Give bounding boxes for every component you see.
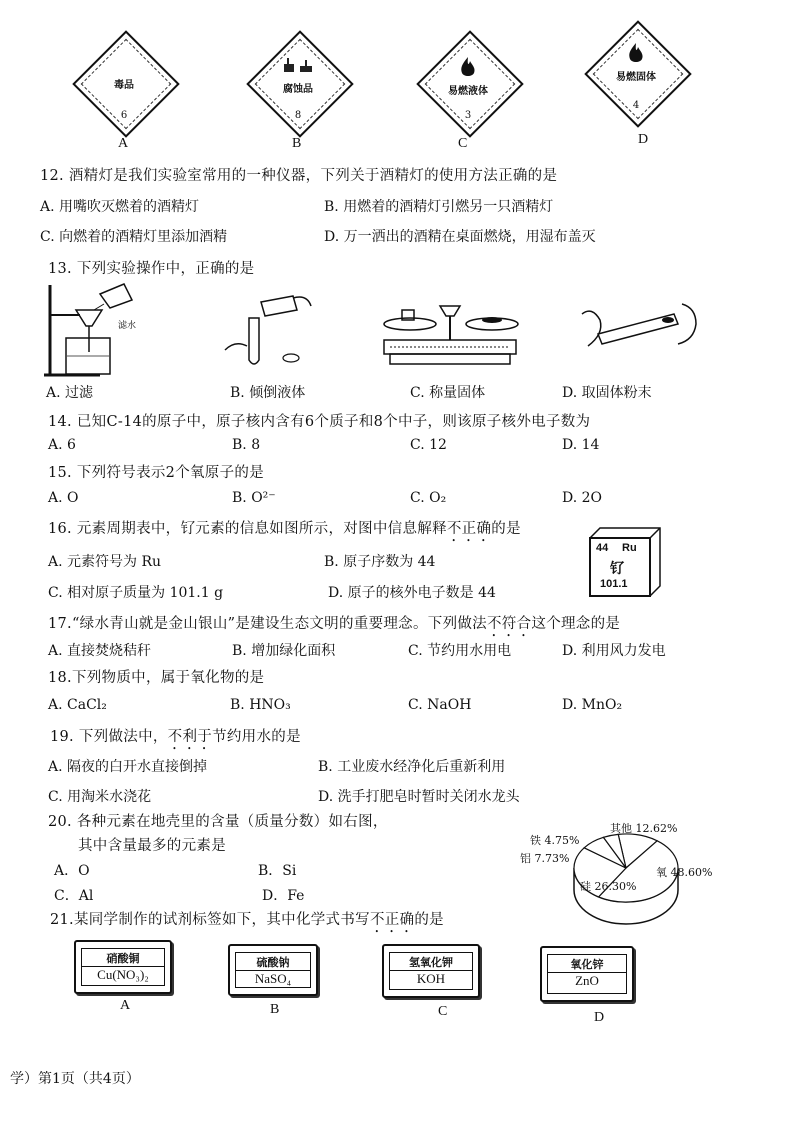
hazard-sign-b [246,30,350,134]
q13-stem: 13. 下列实验操作中，正确的是 [48,261,255,277]
reagent-label-a-formula: Cu(NO₃)₂ [82,966,164,983]
q14-option-d: D. 14 [562,437,600,453]
q16-option-d: D. 原子的核外电子数是 44 [328,585,496,601]
q13-option-a: A. 过滤 [46,385,94,401]
hazard-sign-d-text: 易燃固体 [616,72,656,83]
q17-option-a: A. 直接焚烧秸秆 [48,643,152,659]
q19-stem-emphasis: 不利于 [167,729,213,745]
q19-stem-post: 节约用水的是 [212,729,301,745]
periodic-cell-name: 钌 [610,561,624,577]
reagent-label-c-name: 氢氧化钾 [409,956,453,969]
q12-option-a: A. 用嘴吹灭燃着的酒精灯 [40,199,200,215]
hazard-sign-b-num: 8 [294,110,302,121]
hazard-sign-c-num: 3 [464,110,472,121]
reagent-label-c [382,944,480,998]
q12-option-c: C. 向燃着的酒精灯里添加酒精 [40,229,228,245]
reagent-letter-d: D [594,1010,605,1025]
q17-option-d: D. 利用风力发电 [562,643,666,659]
q15-option-c: C. O₂ [410,490,447,506]
corrosion-icon [282,58,314,74]
q16-stem [48,517,521,545]
q17-option-c: C. 节约用水用电 [408,643,512,659]
q21-stem-pre: 21.某同学制作的试剂标签如下，其中化学式书写 [50,912,370,928]
hazard-sign-c [416,30,520,134]
hazard-sign-a [72,30,176,134]
pie-label-氧: 氧 48.60% [656,866,713,879]
hazard-sign-d [584,20,688,124]
reagent-letter-c: C [438,1004,448,1019]
hazard-letter-a: A [118,136,129,151]
q14-option-b: B. 8 [232,437,261,453]
reagent-letter-a: A [120,998,131,1013]
q19-option-b: B. 工业废水经净化后重新利用 [318,759,506,775]
q18-option-a: A. CaCl₂ [48,697,107,713]
powder-sampling-illustration [578,294,702,364]
q21-stem [50,908,444,936]
q12-stem: 12. 酒精灯是我们实验室常用的一种仪器，下列关于酒精灯的使用方法正确的是 [40,168,558,184]
crust-elements-pie-chart [508,808,728,932]
q17-option-b: B. 增加绿化面积 [232,643,336,659]
q12-option-d: D. 万一洒出的酒精在桌面燃烧，用湿布盖灭 [324,229,596,245]
q21-stem-post: 的是 [414,912,444,928]
q15-option-a: A. O [48,490,79,506]
reagent-label-b-name: 硫酸钠 [256,956,290,969]
periodic-cell-symbol: Ru [622,542,637,554]
q17-stem [48,612,620,640]
hazard-letter-b: B [292,136,302,151]
periodic-cell-number: 44 [596,542,609,554]
flame-icon [626,42,646,64]
hazard-sign-a-text: 毒品 [114,80,134,91]
hazard-sign-b-text: 腐蚀品 [283,84,313,95]
reagent-label-a [74,940,172,994]
flame-icon [458,56,478,78]
q20-option-d: D．Fe [262,888,305,904]
hazard-sign-d-num: 4 [632,100,640,111]
hazard-sign-a-num: 6 [120,110,128,121]
q20-option-c: C．Al [54,888,94,904]
balance-illustration [380,300,520,372]
reagent-label-b [228,944,318,996]
q15-stem: 15. 下列符号表示2个氧原子的是 [48,465,264,481]
q20-option-a: A．O [54,863,90,879]
q16-option-c: C. 相对原子质量为 101.1 g [48,585,224,601]
q18-stem: 18.下列物质中，属于氧化物的是 [48,670,265,686]
q18-option-b: B. HNO₃ [230,697,291,713]
q17-stem-emphasis: 不符合 [486,616,532,632]
q16-stem-post: 的是 [491,521,521,537]
q13-option-d: D. 取固体粉末 [562,385,652,401]
reagent-label-d-formula: ZnO [548,972,626,989]
q12-option-b: B. 用燃着的酒精灯引燃另一只酒精灯 [324,199,554,215]
pie-label-铁: 铁 4.75% [530,834,580,847]
q19-stem [50,725,301,753]
q16-stem-pre: 16. 元素周期表中，钌元素的信息如图所示，对图中信息解释 [48,521,447,537]
periodic-cell [588,536,646,598]
q19-option-d: D. 洗手打肥皂时暂时关闭水龙头 [318,789,520,805]
q19-option-c: C. 用淘米水浇花 [48,789,152,805]
funnel-label: 滤水 [118,321,137,331]
q20-option-b: B．Si [258,863,297,879]
q13-option-b: B. 倾倒液体 [230,385,306,401]
page-footer: 学）第1页（共4页） [10,1071,140,1087]
reagent-label-a-name: 硝酸铜 [106,952,140,965]
q20-stem-line2: 其中含量最多的元素是 [78,838,226,854]
q16-stem-emphasis: 不正确 [446,521,492,537]
q14-stem: 14. 已知C-14的原子中，原子核内含有6个质子和8个中子，则该原子核外电子数为 [48,414,591,430]
q16-option-b: B. 原子序数为 44 [324,554,436,570]
hazard-letter-d: D [638,132,649,147]
q18-option-c: C. NaOH [408,697,472,713]
q17-stem-post: 这个理念的是 [531,616,621,632]
q14-option-a: A. 6 [48,437,76,453]
q18-option-d: D. MnO₂ [562,697,623,713]
reagent-label-d-name: 氧化锌 [570,958,604,971]
reagent-label-c-formula: KOH [390,970,472,987]
q17-stem-pre: 17.“绿水青山就是金山银山”是建设生态文明的重要理念。下列做法 [48,616,487,632]
q14-option-c: C. 12 [410,437,447,453]
hazard-letter-c: C [458,136,468,151]
pie-label-铝: 铝 7.73% [520,852,570,865]
q16-option-a: A. 元素符号为 Ru [48,554,162,570]
q19-option-a: A. 隔夜的白开水直接倒掉 [48,759,208,775]
q15-option-d: D. 2O [562,490,603,506]
reagent-label-b-formula: NaSO₄ [236,970,310,987]
q19-stem-pre: 19. 下列做法中， [50,729,168,745]
q20-stem: 20. 各种元素在地壳里的含量（质量分数）如右图， [48,814,388,830]
reagent-label-d [540,946,634,1002]
reagent-letter-b: B [270,1002,280,1017]
pie-label-硅: 硅 26.30% [580,880,637,893]
q13-option-c: C. 称量固体 [410,385,486,401]
q15-option-b: B. O²⁻ [232,490,276,506]
pie-label-其他: 其他 12.62% [610,822,678,835]
q21-stem-emphasis: 不正确 [369,912,415,928]
periodic-cell-mass: 101.1 [600,578,628,590]
pouring-liquid-illustration [215,290,315,370]
hazard-sign-c-text: 易燃液体 [448,86,488,97]
